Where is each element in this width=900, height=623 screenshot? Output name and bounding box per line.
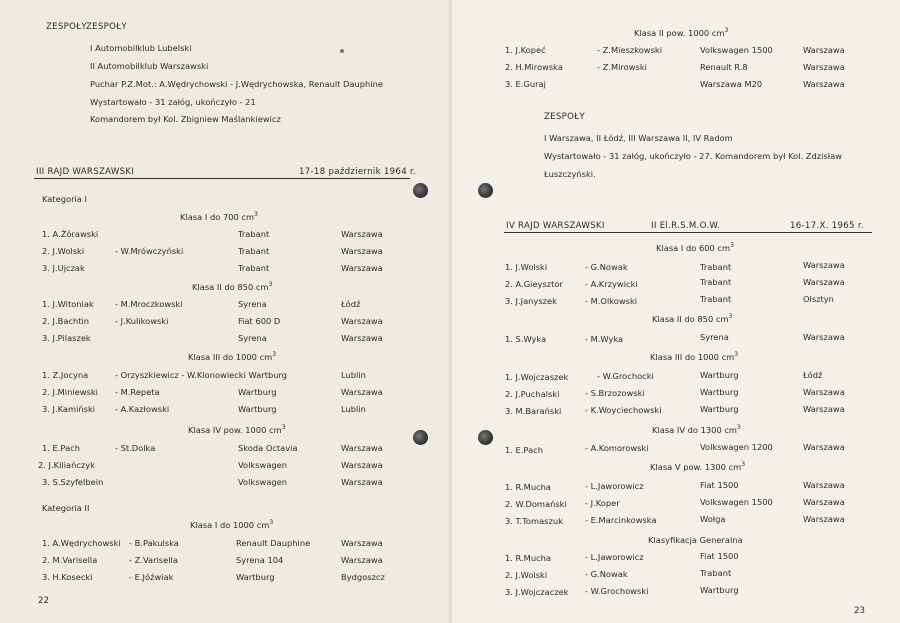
result-position: 1. Z.Jocyna	[42, 370, 89, 380]
result-position: 1. J.Kopeć	[505, 45, 546, 55]
binding-hole	[413, 430, 428, 445]
right-rally-title: IV RAJD WARSZAWSKI	[506, 221, 605, 231]
ink-dot	[340, 49, 344, 53]
result-car: Wartburg	[700, 404, 739, 414]
result-city: Warszawa	[341, 229, 383, 239]
result-codriver: - Z.Mieszkowski	[597, 45, 663, 55]
result-city: Warszawa	[341, 387, 383, 397]
result-position: 3. E.Guraj	[505, 79, 546, 89]
left-rally-rule	[34, 178, 410, 179]
result-codriver: - M.Olkowski	[585, 296, 638, 306]
result-city: Warszawa	[341, 555, 383, 565]
result-car: Trabant	[700, 277, 732, 287]
result-codriver: - W.Grochocki	[597, 371, 654, 381]
result-position: 1. A.Żórawski	[42, 229, 99, 239]
result-codriver: - L.Jaworowicz	[585, 481, 644, 491]
left-kategoria-2: Kategoria II	[42, 503, 90, 513]
result-city: Łódź	[803, 370, 823, 380]
left-zespoly-line-3: Puchar P.Z.Mot.: A.Wędrychowski - J.Wędrychowska, Renault Dauphine	[90, 79, 383, 89]
left-zespoly-line-4: Wystartowało - 31 załóg, ukończyło - 21	[90, 97, 256, 107]
result-city: Warszawa	[803, 79, 845, 89]
right-zespoly-line-2: Wystartowało - 31 załóg, ukończyło - 27. Komandorem był Kol. Zdzisław	[544, 151, 842, 161]
right-class-heading: Klasa V pow. 1300 $cm^3$	[650, 461, 746, 472]
result-city: Olsztyn	[803, 294, 834, 304]
result-car: Volkswagen	[238, 477, 288, 487]
right-page	[452, 0, 900, 623]
right-class-heading: Klasa I do 600 $cm^3$	[656, 242, 734, 253]
left-page-number: 22	[38, 596, 49, 606]
result-position: 3. J.Wojczaczek	[505, 587, 569, 597]
result-codriver: - A.Krzywicki	[585, 279, 638, 289]
result-codriver: - G.Nowak	[585, 262, 628, 272]
left-class-heading: Klasa I do 1000 $cm^3$	[190, 519, 274, 530]
result-city: Warszawa	[803, 404, 845, 414]
result-city: Warszawa	[341, 538, 383, 548]
result-codriver: - J.Kulikowski	[115, 316, 169, 326]
result-city: Warszawa	[803, 480, 845, 490]
result-city: Warszawa	[341, 477, 383, 487]
result-codriver: - Z.Varisella	[129, 555, 178, 565]
result-city: Warszawa	[803, 45, 845, 55]
left-zespoly-title: ZESPOŁY	[46, 22, 87, 32]
result-position: 2. J.Kiliańczyk	[38, 460, 95, 470]
result-position: 3. S.Szyfelbein	[42, 477, 104, 487]
result-city: Warszawa	[803, 387, 845, 397]
result-car: Volkswagen 1500	[700, 497, 773, 507]
result-car: Wartburg	[236, 572, 275, 582]
left-class-heading: Klasa I do 700 $cm^3$	[180, 211, 258, 222]
result-codriver: - St.Dolka	[115, 443, 156, 453]
left-class-heading: Klasa IV pow. 1000 $cm^3$	[188, 424, 286, 435]
result-car: Trabant	[238, 229, 270, 239]
result-codriver: - J.Koper	[585, 498, 620, 508]
result-position: 1. J.Wojczaszek	[505, 372, 569, 382]
result-codriver: - M.Repeta	[115, 387, 160, 397]
result-car: Trabant	[700, 568, 732, 578]
result-car: Fiat 1500	[700, 551, 739, 561]
result-codriver: - E.Marcinkowska	[585, 515, 657, 525]
result-city: Warszawa	[803, 332, 845, 342]
result-position: 3. T.Tomaszuk	[505, 516, 563, 526]
result-position: 2. A.Gieysztor	[505, 279, 563, 289]
right-rally-series: II El.R.S.M.O.W.	[651, 221, 721, 231]
result-city: Warszawa	[341, 246, 383, 256]
result-codriver: - B.Pakulska	[129, 538, 179, 548]
result-city: Warszawa	[803, 62, 845, 72]
result-codriver: - A.Komorowski	[585, 443, 649, 453]
result-car: Syrena	[238, 299, 267, 309]
binding-hole	[478, 430, 493, 445]
result-position: 2. J.Wolski	[42, 246, 85, 256]
result-codriver: - A.Kazłowski	[115, 404, 170, 414]
result-car: Fiat 1500	[700, 480, 739, 490]
result-position: 2. J.Bachtin	[42, 316, 90, 326]
left-zespoly-line-2: II Automobilklub Warszawski	[90, 61, 209, 71]
result-codriver: - M.Wyka	[585, 334, 624, 344]
result-position: 1. S.Wyka	[505, 334, 547, 344]
result-position: 3. M.Barański	[505, 406, 562, 416]
result-car: Volkswagen 1200	[700, 442, 773, 452]
result-car: Trabant	[700, 262, 732, 272]
result-position: 1. A.Wędrychowski	[42, 538, 121, 548]
result-position: 2. J.Wolski	[505, 570, 548, 580]
left-rally-date: 17-18 październik 1964 r.	[299, 167, 417, 177]
result-car: Syrena 104	[236, 555, 284, 565]
result-car: Wartburg	[700, 370, 739, 380]
left-zespoly-line-5: Komandorem był Kol. Zbigniew Maślankiewicz	[90, 114, 281, 124]
binding-hole	[413, 183, 428, 198]
result-position: 2. W.Domański	[505, 499, 567, 509]
result-car: Wartburg	[700, 585, 739, 595]
result-car: Trabant	[700, 294, 732, 304]
result-position: 2. J.Puchalski	[505, 389, 560, 399]
result-city: Bydgoszcz	[341, 572, 385, 582]
result-car: Trabant	[238, 263, 270, 273]
result-car: Renault Dauphine	[236, 538, 311, 548]
result-codriver: - W.Grochowski	[585, 586, 649, 596]
right-general-heading: Klasyfikacja Generalna	[648, 535, 743, 545]
result-car: Volkswagen 1500	[700, 45, 773, 55]
result-position: 1. E.Pach	[42, 443, 80, 453]
result-codriver: - S.Brzozowski	[585, 388, 645, 398]
result-position: 1. J.Witoniak	[42, 299, 94, 309]
result-position: 3. J.Ujczak	[42, 263, 85, 273]
result-city: Warszawa	[803, 442, 845, 452]
result-car: Syrena	[700, 332, 729, 342]
result-position: 3. J.Pilaszek	[42, 333, 91, 343]
left-zespoly-title-2: ZESPOŁY	[86, 22, 127, 32]
result-codriver: - Z.Mirowski	[597, 62, 647, 72]
result-codriver: - Orzyszkiewicz - W.Klonowiecki Wartburg	[115, 370, 288, 380]
result-city: Warszawa	[803, 514, 845, 524]
right-rally-date: 16-17.X. 1965 r.	[790, 221, 864, 231]
result-codriver: - W.Mrówczyński	[115, 246, 184, 256]
result-car: Warszawa M20	[700, 79, 763, 89]
result-position: 1. E.Pach	[505, 445, 543, 455]
result-car: Syrena	[238, 333, 267, 343]
result-city: Warszawa	[341, 443, 383, 453]
result-car: Renault R.8	[700, 62, 748, 72]
right-class-heading: Klasa IV do 1300 $cm^3$	[652, 424, 741, 435]
result-car: Volkswagen	[238, 460, 288, 470]
right-zespoly-title: ZESPOŁY	[544, 112, 585, 122]
result-car: Wartburg	[700, 387, 739, 397]
result-car: Trabant	[238, 246, 270, 256]
left-class-heading: Klasa II do 850 $cm^3$	[192, 281, 273, 292]
result-city: Warszawa	[341, 460, 383, 470]
result-city: Warszawa	[341, 333, 383, 343]
right-rally-rule	[504, 232, 872, 233]
right-zespoly-line-1: I Warszawa, II Łódź, III Warszawa II, IV Radom	[544, 133, 733, 143]
result-city: Warszawa	[803, 497, 845, 507]
result-position: 1. R.Mucha	[505, 553, 551, 563]
right-class-heading: Klasa III do 1000 $cm^3$	[650, 351, 739, 362]
result-position: 3. J.Janyszek	[505, 296, 557, 306]
left-kategoria-1: Kategoria I	[42, 194, 87, 204]
result-car: Skoda Octavia	[238, 443, 298, 453]
result-position: 3. J.Kamiński	[42, 404, 96, 414]
result-codriver: - G.Nowak	[585, 569, 628, 579]
result-position: 3. H.Kosecki	[42, 572, 93, 582]
result-city: Warszawa	[341, 316, 383, 326]
result-car: Wartburg	[238, 404, 277, 414]
result-position: 2. H.Mirowska	[505, 62, 563, 72]
result-codriver: - L.Jaworowicz	[585, 552, 644, 562]
result-car: Wartburg	[238, 387, 277, 397]
result-codriver: - E.Jóźwiak	[129, 572, 174, 582]
result-car: Wołga	[700, 514, 726, 524]
left-rally-title: III RAJD WARSZAWSKI	[36, 167, 135, 177]
result-codriver: - M.Mroczkowski	[115, 299, 183, 309]
right-zespoly-line-3: Łuszczyński.	[544, 169, 596, 179]
result-position: 1. J.Wolski	[505, 262, 548, 272]
left-zespoly-line-1: I Automobilklub Lubelski	[90, 43, 192, 53]
result-city: Lublin	[341, 404, 366, 414]
result-position: 2. J.Miniewski	[42, 387, 98, 397]
result-city: Warszawa	[341, 263, 383, 273]
result-city: Łódź	[341, 299, 361, 309]
result-codriver: - K.Woyciechowski	[585, 405, 662, 415]
result-city: Warszawa	[803, 277, 845, 287]
result-position: 2. M.Varisella	[42, 555, 98, 565]
result-city: Warszawa	[803, 260, 845, 270]
right-page-number: 23	[854, 606, 865, 616]
left-class-heading: Klasa III do 1000 $cm^3$	[188, 351, 277, 362]
result-position: 1. R.Mucha	[505, 482, 551, 492]
right-class-heading: Klasa II pow. 1000 $cm^3$	[634, 27, 729, 38]
result-city: Lublin	[341, 370, 366, 380]
right-class-heading: Klasa II do 850 $cm^3$	[652, 313, 733, 324]
binding-hole	[478, 183, 493, 198]
result-car: Fiat 600 D	[238, 316, 281, 326]
